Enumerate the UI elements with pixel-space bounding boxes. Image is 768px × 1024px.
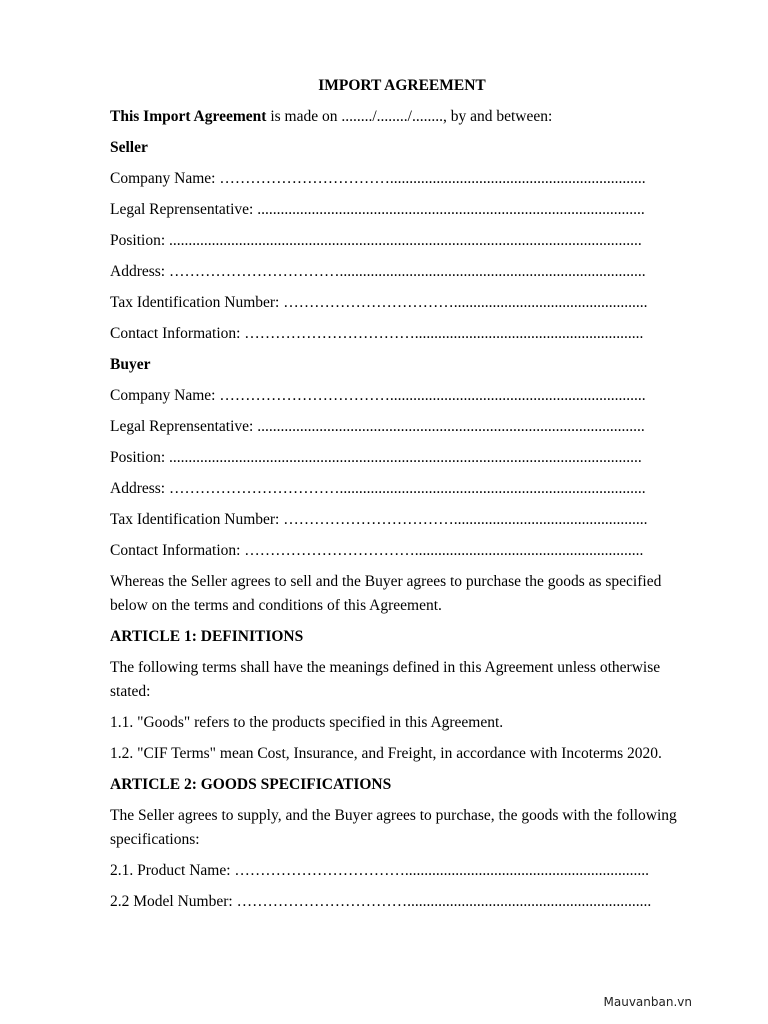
article-1-item-2: 1.2. "CIF Terms" mean Cost, Insurance, and Freight, in accordance with Incoterms 2020. xyxy=(110,745,662,762)
article-2-intro: The Seller agrees to supply, and the Buyer agrees to purchase, the goods with the following specifications: xyxy=(110,807,677,848)
seller-contact: Contact Information: ……………………………........................................................... xyxy=(110,325,644,342)
seller-position: Position: .......................................................................................................................... xyxy=(110,232,642,249)
article-1-intro: The following terms shall have the meanings defined in this Agreement unless otherwise stated: xyxy=(110,659,661,700)
seller-company-name: Company Name: …………………………….................................................................. xyxy=(110,170,646,187)
buyer-contact: Contact Information: ……………………………........................................................... xyxy=(110,542,644,559)
seller-heading: Seller xyxy=(110,139,148,156)
seller-tax-id: Tax Identification Number: …………………………….................................................. xyxy=(110,294,648,311)
buyer-tax-id: Tax Identification Number: …………………………….................................................. xyxy=(110,511,648,528)
buyer-heading: Buyer xyxy=(110,356,151,373)
footer-watermark: Mauvanban.vn xyxy=(603,995,692,1009)
intro-rest-text: is made on ......../......../........, by and between: xyxy=(266,108,553,125)
article-1-item-1: 1.1. "Goods" refers to the products specified in this Agreement. xyxy=(110,714,504,731)
seller-legal-representative: Legal Reprensentative: .................................................................................................... xyxy=(110,201,645,218)
buyer-position: Position: .......................................................................................................................... xyxy=(110,449,642,466)
article-1-heading: ARTICLE 1: DEFINITIONS xyxy=(110,628,304,645)
article-2-item-2: 2.2 Model Number: ……………………………............................................................... xyxy=(110,893,652,910)
article-2-heading: ARTICLE 2: GOODS SPECIFICATIONS xyxy=(110,776,392,793)
seller-address: Address: ……………………………............................................................................... xyxy=(110,263,646,280)
document-title: IMPORT AGREEMENT xyxy=(318,77,486,94)
intro-line xyxy=(110,105,694,129)
buyer-legal-representative: Legal Reprensentative: .................................................................................................... xyxy=(110,418,645,435)
buyer-address: Address: ……………………………............................................................................... xyxy=(110,480,646,497)
intro-bold-text: This Import Agreement xyxy=(110,108,267,125)
article-2-item-1: 2.1. Product Name: ……………………………............................................................... xyxy=(110,862,650,879)
document-page xyxy=(110,74,694,921)
whereas-paragraph: Whereas the Seller agrees to sell and the Buyer agrees to purchase the goods as specified below on the terms and conditions of this Agreement. xyxy=(110,573,662,614)
buyer-company-name: Company Name: …………………………….................................................................. xyxy=(110,387,646,404)
